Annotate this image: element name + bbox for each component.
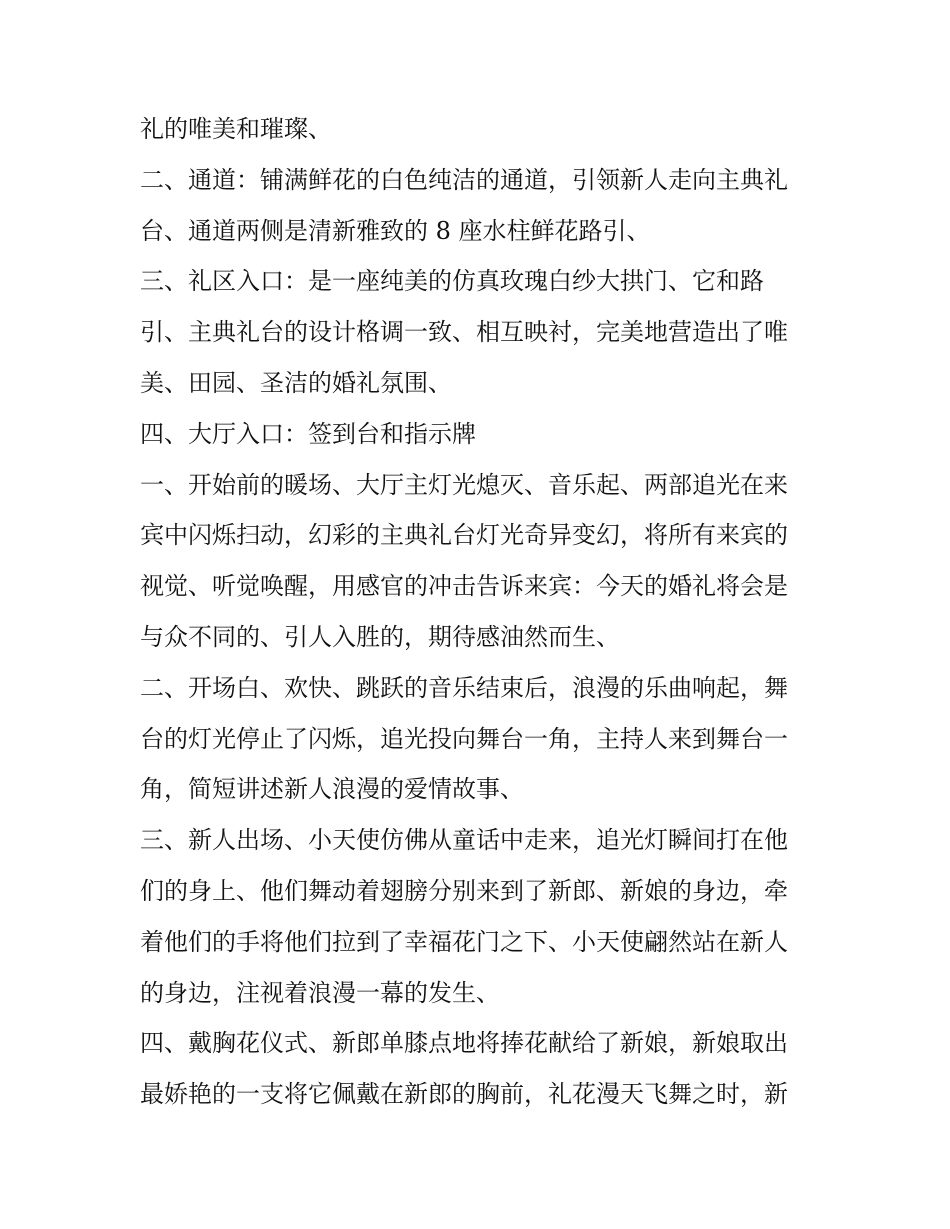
text-line: 引、主典礼台的设计格调一致、相互映衬，完美地营造出了唯 [140,318,788,347]
text-line: 着他们的手将他们拉到了幸福花门之下、小天使翩然站在新人 [140,927,788,956]
text-line: 的身边，注视着浪漫一幕的发生、 [140,978,500,1007]
document-body [140,104,820,1120]
text-line: 礼的唯美和璀璨、 [140,115,332,143]
text-line: 美、田园、圣洁的婚礼氛围、 [140,368,452,397]
text-line: 三、新人出场、小天使仿佛从童话中走来，追光灯瞬间打在他 [140,826,788,855]
text-line: 一、开始前的暖场、大厅主灯光熄灭、音乐起、两部追光在来 [140,470,788,499]
text-line: 角，简短讲述新人浪漫的爱情故事、 [140,775,524,804]
text-line: 二、通道：铺满鲜花的白色纯洁的通道，引领新人走向主典礼 [140,165,788,194]
text-line: 与众不同的、引人入胜的，期待感油然而生、 [140,622,620,651]
text-line: 宾中闪烁扫动，幻彩的主典礼台灯光奇异变幻，将所有来宾的 [140,521,788,550]
text-line: 们的身上、他们舞动着翅膀分别来到了新郎、新娘的身边，牵 [140,876,788,905]
text-line: 三、礼区入口：是一座纯美的仿真玫瑰白纱大拱门、它和路 [140,267,764,296]
text-line: 二、开场白、欢快、跳跃的音乐结束后，浪漫的乐曲响起，舞 [140,673,788,702]
text-line: 视觉、听觉唤醒，用感官的冲击告诉来宾：今天的婚礼将会是 [140,572,788,601]
text-line: 四、戴胸花仪式、新郎单膝点地将捧花献给了新娘，新娘取出 [140,1029,788,1058]
text-line: 台、通道两侧是清新雅致的 8 座水柱鲜花路引、 [140,216,651,245]
text-line: 台的灯光停止了闪烁，追光投向舞台一角，主持人来到舞台一 [140,724,788,753]
text-line: 最娇艳的一支将它佩戴在新郎的胸前，礼花漫天飞舞之时，新 [140,1080,788,1109]
text-line: 四、大厅入口：签到台和指示牌 [140,419,476,448]
